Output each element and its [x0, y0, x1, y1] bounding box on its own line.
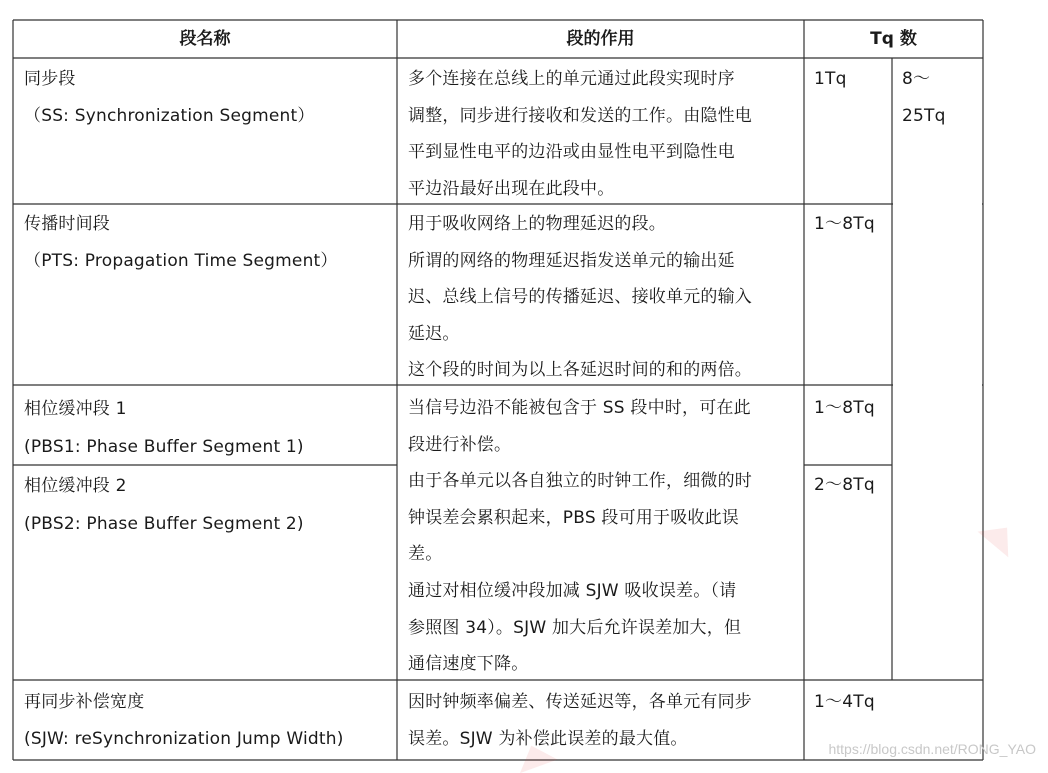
row-ss-tq: 1Tq — [814, 69, 847, 89]
row-ss-function: 多个连接在总线上的单元通过此段实现时序 调整，同步进行接收和发送的工作。由隐性电 平到显性电平的边沿或由显性电平到隐性电 平边沿最好出现在此段中。 — [408, 69, 752, 199]
header-col-function: 段的作用 — [566, 29, 635, 49]
header-col-tq: Tq 数 — [870, 29, 917, 49]
row-sjw-function: 因时钟频率偏差、传送延迟等，各单元有同步 误差。SJW 为补偿此误差的最大值。 — [408, 692, 752, 749]
row-pbs-function: 当信号边沿不能被包含于 SS 段中时，可在此 段进行补偿。 由于各单元以各自独立的时钟工作，细微的时 钟误差会累积起来，PBS 段可用于吸收此误 差。 通过对相位缓冲段加减 SJW 吸收误差。（请 参照图 34）。SJW 加大后允许误差加大，但 通信速度下降。 — [408, 398, 752, 675]
row-pbs1-tq: 1～8Tq — [814, 398, 875, 418]
row-pbs2-tq: 2～8Tq — [814, 475, 875, 495]
watermark: https://blog.csdn.net/RONG_YAO — [828, 741, 1036, 757]
total-tq: 8～ 25Tq — [902, 69, 946, 126]
header-col-name: 段名称 — [179, 29, 231, 49]
row-pts-name: 传播时间段 （PTS: Propagation Time Segment） — [24, 214, 338, 271]
row-sjw-tq: 1～4Tq — [814, 692, 875, 712]
row-pts-tq: 1～8Tq — [814, 214, 875, 234]
row-sjw-name: 再同步补偿宽度 (SJW: reSynchronization Jump Width) — [24, 692, 344, 749]
row-pts-function: 用于吸收网络上的物理延迟的段。 所谓的网络的物理延迟指发送单元的输出延 迟、总线上信号的传播延迟、接收单元的输入 延迟。 这个段的时间为以上各延迟时间的和的两倍。 — [408, 214, 752, 380]
row-pbs1-name: 相位缓冲段 1 (PBS1: Phase Buffer Segment 1) — [24, 399, 304, 457]
row-pbs2-name: 相位缓冲段 2 (PBS2: Phase Buffer Segment 2) — [24, 476, 304, 534]
row-ss-name: 同步段 （SS: Synchronization Segment） — [24, 69, 315, 126]
